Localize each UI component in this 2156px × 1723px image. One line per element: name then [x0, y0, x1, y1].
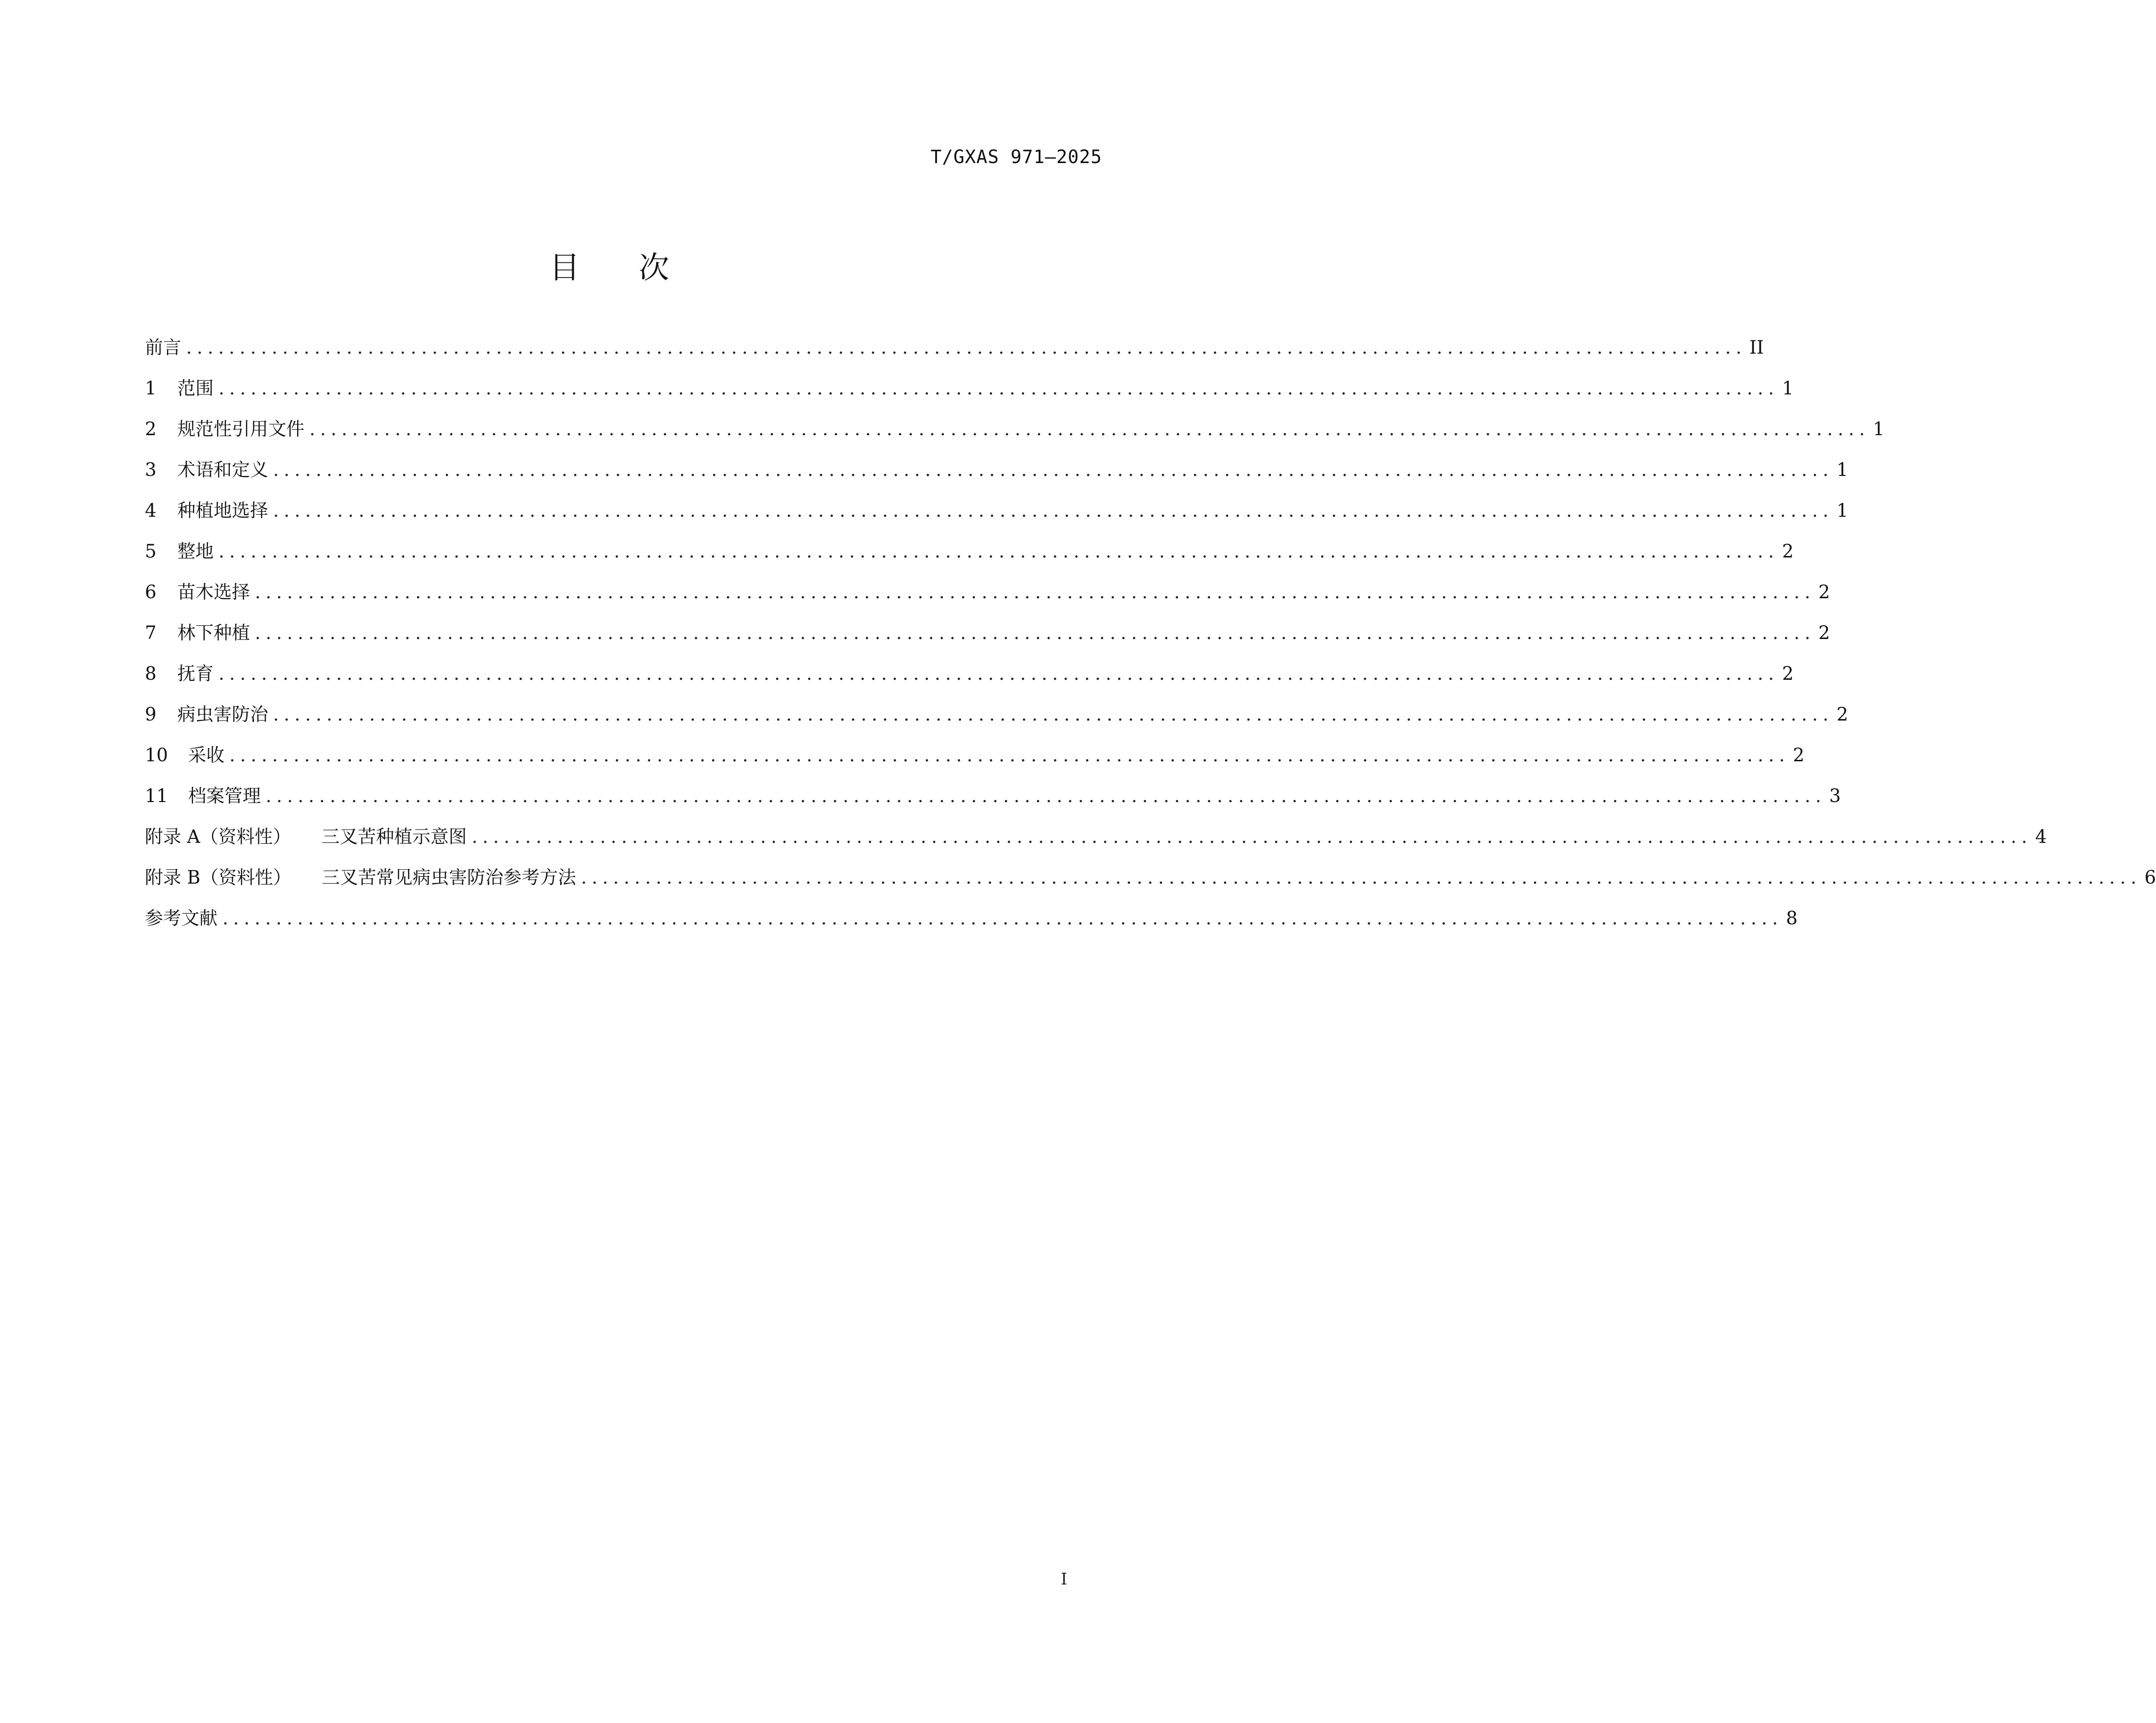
toc-entry-number: 6 — [145, 582, 157, 603]
toc-entry-label — [145, 822, 467, 852]
toc-entry-number: 10 — [145, 745, 168, 766]
toc-entry-page: 1 — [1836, 500, 1849, 521]
toc-leader-dots: .................................................................................................................................................. — [219, 663, 1779, 684]
toc-entry-number: 8 — [145, 663, 157, 684]
toc-entry-6[interactable] — [145, 578, 1830, 618]
toc-entry-page: II — [1749, 337, 1764, 358]
toc-entry-number: 3 — [145, 459, 157, 480]
toc-entry-number: 9 — [145, 704, 157, 725]
toc-leader-dots: .................................................................................................................................................. — [580, 867, 2142, 888]
toc-entry-appendix-b[interactable] — [145, 863, 2156, 904]
toc-entry-10[interactable] — [145, 741, 1805, 781]
toc-entry-11[interactable] — [145, 781, 1841, 822]
toc-leader-dots: .................................................................................................................................................. — [255, 622, 1816, 643]
toc-entry-page: 2 — [1836, 704, 1849, 725]
toc-entry-label: 档案管理 — [188, 785, 261, 806]
toc-entry-references[interactable] — [145, 904, 1798, 945]
toc-entry-label — [145, 863, 576, 892]
appendix-prefix: 附录 A（资料性） — [145, 826, 291, 847]
toc-entry-1[interactable] — [145, 374, 1794, 415]
toc-entry-8[interactable] — [145, 659, 1794, 700]
toc-leader-dots: .................................................................................................................................................. — [273, 500, 1834, 521]
toc-entry-label: 参考文献 — [145, 908, 218, 929]
toc-entry-page: 2 — [1818, 622, 1830, 643]
toc-title-char-2: 次 — [638, 250, 669, 285]
toc-leader-dots: .................................................................................................................................................. — [219, 378, 1779, 399]
toc-entry-number: 5 — [145, 541, 157, 562]
toc-entry-number: 2 — [145, 418, 157, 440]
toc-entry-2[interactable] — [145, 415, 1885, 455]
toc-entry-label: 病虫害防治 — [177, 704, 268, 725]
toc-entry-page: 2 — [1782, 663, 1794, 684]
toc-entry-label: 林下种植 — [177, 622, 250, 643]
toc-entry-number: 11 — [145, 785, 168, 806]
appendix-prefix: 附录 B（资料性） — [145, 867, 291, 888]
toc-title — [0, 246, 1218, 290]
toc-entry-page: 2 — [1782, 541, 1794, 562]
toc-entry-9[interactable] — [145, 700, 1849, 741]
appendix-title: 三叉苦种植示意图 — [321, 826, 467, 847]
page-number: I — [1061, 1569, 1068, 1588]
toc-entry-number: 7 — [145, 622, 157, 643]
toc-entry-4[interactable] — [145, 496, 1849, 537]
toc-entry-label: 整地 — [177, 541, 214, 562]
toc-entry-foreword[interactable] — [145, 333, 1764, 374]
toc-entry-label: 种植地选择 — [177, 500, 268, 521]
toc-entry-page: 6 — [2144, 867, 2156, 888]
toc-entry-appendix-a[interactable] — [145, 822, 2047, 863]
toc-entry-number: 4 — [145, 500, 157, 521]
toc-entry-page: 1 — [1873, 418, 1885, 440]
toc-leader-dots: .................................................................................................................................................. — [219, 541, 1779, 562]
toc-leader-dots: .................................................................................................................................................. — [255, 582, 1816, 603]
toc-entry-label: 苗木选择 — [177, 582, 250, 603]
toc-title-char-1: 目 — [549, 250, 580, 285]
toc-entry-7[interactable] — [145, 618, 1830, 659]
document-code: T/GXAS 971—2025 — [930, 146, 1102, 167]
toc-entry-page: 2 — [1793, 745, 1805, 766]
toc-leader-dots: .................................................................................................................................................. — [309, 418, 1870, 440]
toc-leader-dots: .................................................................................................................................................. — [222, 908, 1783, 929]
toc-entry-page: 1 — [1782, 378, 1794, 399]
toc-entry-page: 1 — [1836, 459, 1849, 480]
toc-leader-dots: .................................................................................................................................................. — [471, 826, 2032, 847]
toc-entry-page: 3 — [1829, 785, 1841, 806]
toc-leader-dots: .................................................................................................................................................. — [266, 785, 1826, 806]
toc-entry-label: 范围 — [177, 378, 214, 399]
toc-list — [145, 333, 2156, 945]
toc-leader-dots: .................................................................................................................................................. — [229, 745, 1790, 766]
toc-entry-label: 采收 — [188, 745, 224, 766]
toc-entry-page: 8 — [1786, 908, 1798, 929]
toc-entry-label: 前言 — [145, 337, 181, 358]
toc-entry-label: 术语和定义 — [177, 459, 268, 480]
toc-entry-label: 规范性引用文件 — [177, 418, 304, 440]
toc-leader-dots: .................................................................................................................................................. — [186, 337, 1747, 358]
toc-leader-dots: .................................................................................................................................................. — [273, 459, 1834, 480]
toc-entry-label: 抚育 — [177, 663, 214, 684]
toc-entry-number: 1 — [145, 378, 157, 399]
toc-entry-5[interactable] — [145, 537, 1794, 578]
appendix-title: 三叉苦常见病虫害防治参考方法 — [321, 867, 576, 888]
toc-entry-page: 4 — [2035, 826, 2047, 847]
toc-entry-3[interactable] — [145, 455, 1849, 496]
toc-leader-dots: .................................................................................................................................................. — [273, 704, 1834, 725]
toc-entry-page: 2 — [1818, 582, 1830, 603]
